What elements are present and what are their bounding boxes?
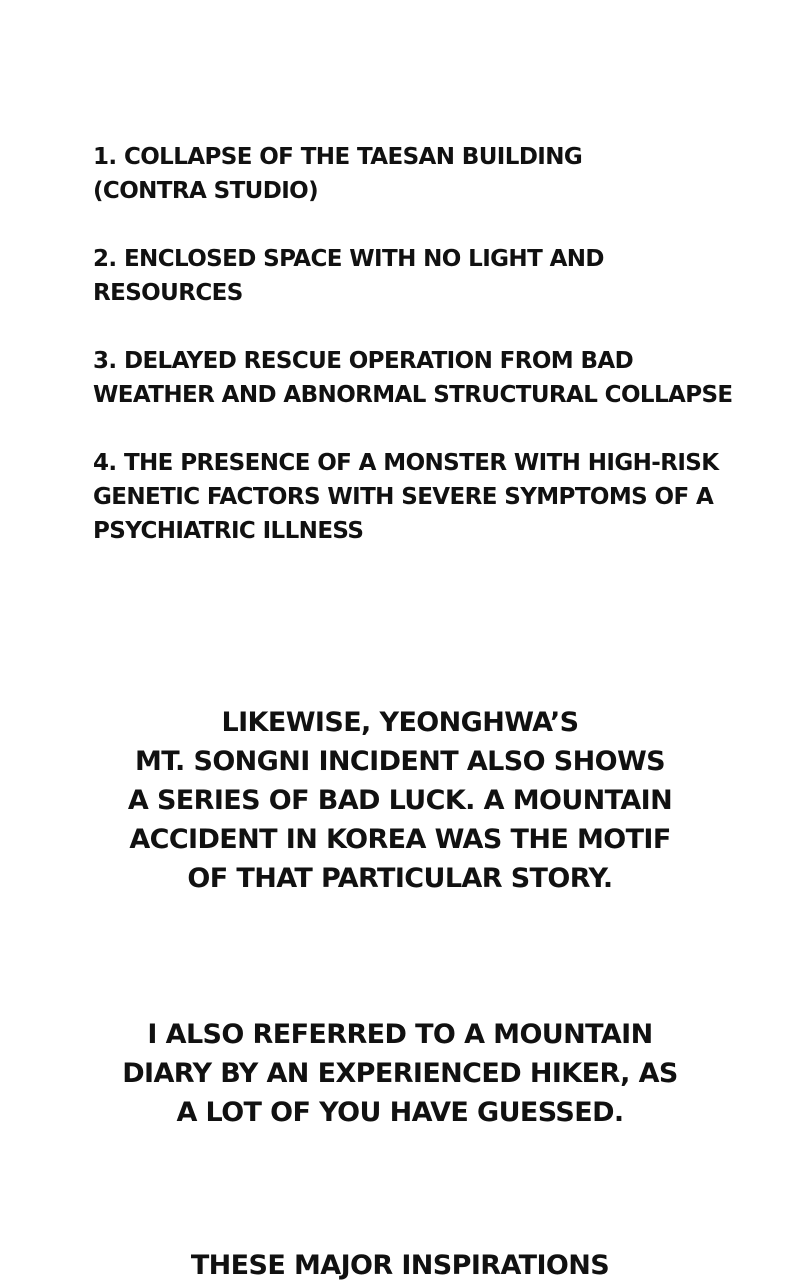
list-item-line: 3. DELAYED RESCUE OPERATION FROM BAD <box>93 348 634 374</box>
list-item-line: 1. COLLAPSE OF THE TAESAN BUILDING <box>93 144 583 170</box>
list-item <box>93 446 733 548</box>
cause-list <box>93 140 733 582</box>
paragraph-line: A LOT OF YOU HAVE GUESSED. <box>176 1097 624 1128</box>
paragraph-line: THESE MAJOR INSPIRATIONS <box>190 1250 610 1281</box>
list-item <box>93 140 733 208</box>
list-item-line: 4. THE PRESENCE OF A MONSTER WITH HIGH-RISK <box>93 450 719 476</box>
list-item <box>93 344 733 412</box>
list-item-line: 2. ENCLOSED SPACE WITH NO LIGHT AND <box>93 246 604 272</box>
paragraph-major-inspirations <box>0 1246 800 1285</box>
paragraph-line: ACCIDENT IN KOREA WAS THE MOTIF <box>129 824 671 855</box>
paragraph-line: I ALSO REFERRED TO A MOUNTAIN <box>147 1019 653 1050</box>
paragraph-mountain-diary <box>0 1015 800 1132</box>
paragraph-line: A SERIES OF BAD LUCK. A MOUNTAIN <box>127 785 673 816</box>
paragraph-songni-incident <box>0 703 800 898</box>
paragraph-line: MT. SONGNI INCIDENT ALSO SHOWS <box>135 746 665 777</box>
paragraph-line: OF THAT PARTICULAR STORY. <box>187 863 613 894</box>
paragraph-line: DIARY BY AN EXPERIENCED HIKER, AS <box>122 1058 678 1089</box>
list-item <box>93 242 733 310</box>
list-item-line: (CONTRA STUDIO) <box>93 178 319 204</box>
list-item-line: GENETIC FACTORS WITH SEVERE SYMPTOMS OF A <box>93 484 714 510</box>
paragraph-line: LIKEWISE, YEONGHWA’S <box>221 707 579 738</box>
list-item-line: WEATHER AND ABNORMAL STRUCTURAL COLLAPSE <box>93 382 733 408</box>
list-item-line: RESOURCES <box>93 280 243 306</box>
list-item-line: PSYCHIATRIC ILLNESS <box>93 518 364 544</box>
